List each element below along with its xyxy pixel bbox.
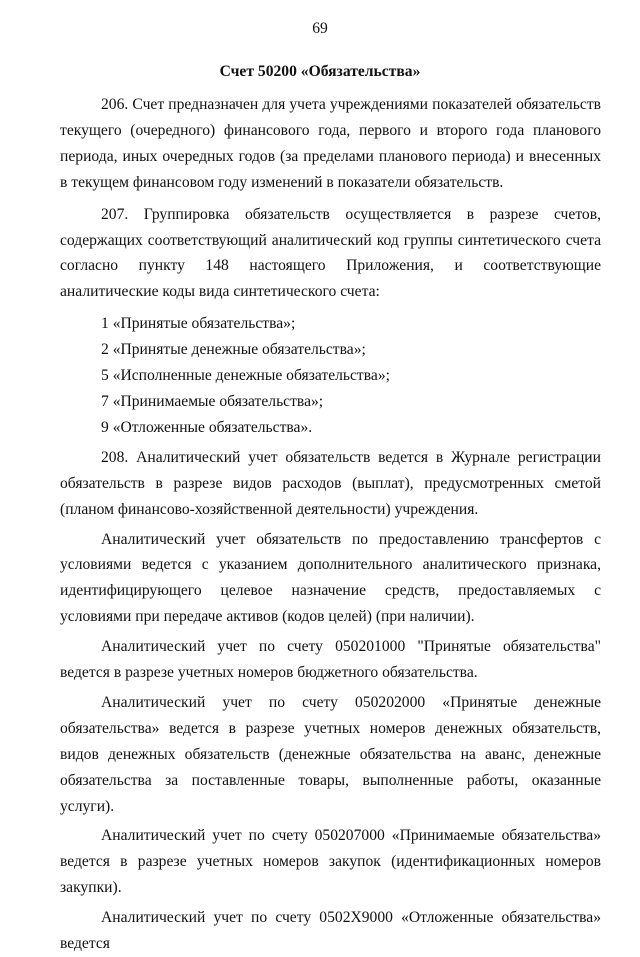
list-item-2: 2 «Принятые денежные обязательства»; [101, 341, 366, 359]
paragraph-208: 208. Аналитический учет обязательств ведется в Журнале регистрации обязательств в разрезе видов расходов (выплат), предусмотренных сметой (планом финансово-хозяйственной деятельности) учреждения. [60, 448, 601, 518]
paragraph-206: 206. Счет предназначен для учета учреждениями показателей обязательств текущего (очередного) финансового года, первого и второго года планового периода, иных очередных годов (за пределами планового периода) и внесенных в текущем финансовом году изменений в показатели обязательств. [60, 96, 601, 191]
section-heading: Счет 50200 «Обязательства» [219, 63, 421, 80]
page-number: 69 [312, 20, 328, 37]
paragraph-account-050202000: Аналитический учет по счету 050202000 «Принятые денежные обязательства» ведется в разрезе учетных номеров денежных обязательств, видов денежных обязательств (денежные обязательства на аванс, денежные обязательства за поставленные товары, выполненные работы, оказанные услуги). [60, 693, 601, 815]
list-item-5: 5 «Исполненные денежные обязательства»; [101, 367, 390, 385]
paragraph-account-050201000: Аналитический учет по счету 050201000 "Принятые обязательства" ведется в разрезе учетных номеров бюджетного обязательства. [60, 638, 601, 682]
paragraph-transfers: Аналитический учет обязательств по предоставлению трансфертов с условиями ведется с указанием дополнительного аналитического признака, идентифицирующего целевое назначение средств, предоставляемых с условиями при передаче активов (кодов целей) (при наличии). [60, 530, 601, 626]
list-item-1: 1 «Принятые обязательства»; [101, 315, 296, 333]
paragraph-account-0502x9000: Аналитический учет по счету 0502Х9000 «Отложенные обязательства» ведется [60, 909, 601, 953]
body-text [60, 92, 601, 957]
paragraph-207: 207. Группировка обязательств осуществляется в разрезе счетов, содержащих соответствующий аналитический код группы синтетического счета согласно пункту 148 настоящего Приложения, и соответствующие аналитические коды вида синтетического счета: [60, 205, 601, 301]
list-item-9: 9 «Отложенные обязательства». [101, 418, 313, 436]
list-item-7: 7 «Принимаемые обязательства»; [101, 392, 324, 410]
paragraph-account-050207000: Аналитический учет по счету 050207000 «Принимаемые обязательства» ведется в разрезе учетных номеров закупок (идентификационных номеров закупки). [60, 827, 601, 897]
